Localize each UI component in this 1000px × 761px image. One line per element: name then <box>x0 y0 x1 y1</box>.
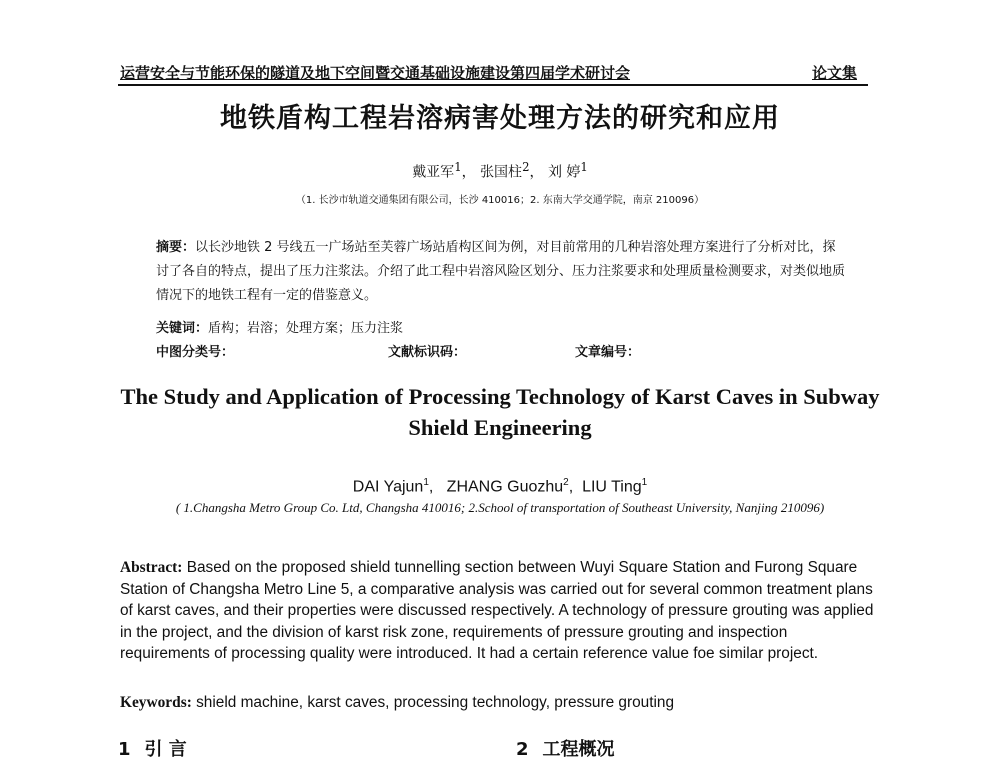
doc-code-label: 文献标识码： <box>388 345 467 360</box>
keywords-text: 盾构；岩溶；处理方案；压力注浆 <box>208 321 404 336</box>
section-title: 工程概况 <box>542 739 615 760</box>
english-authors: DAI Yajun$^1$, ZHANG Guozhu$^2$, LIU Ting$^1$ <box>352 477 648 496</box>
conference-header: 运营安全与节能环保的隧道及地下空间暨交通基础设施建设第四届学术研讨会 <box>120 64 631 82</box>
author-name: 刘 婷 <box>547 164 581 181</box>
author-affil-sup: 1 <box>641 477 648 488</box>
chinese-title: 地铁盾构工程岩溶病害处理方法的研究和应用 <box>220 103 780 134</box>
english-affiliation: ( 1.Changsha Metro Group Co. Ltd, Changsha 410016; 2.School of transportation of Southeast University, Nanjing 210096) <box>175 500 825 515</box>
keywords-label: 关键词： <box>156 321 209 336</box>
abstract-label: 摘要： <box>156 240 196 255</box>
header-rule <box>118 84 868 86</box>
author-affil-sup: 2 <box>563 477 569 488</box>
keywords-label: Keywords: <box>120 694 192 711</box>
keywords-text: shield machine, karst caves, processing technology, pressure grouting <box>196 694 675 711</box>
author-name: ZHANG Guozhu <box>446 478 564 496</box>
abstract-text: Based on the proposed shield tunnelling section between Wuyi Square Station and Furong Square Station of Changsha Metro Line 5, a comparative analysis was carried out for several common treatment plans of karst caves, and their properties were discussed respectively. A technology of pressure grouting was applied in the project, and the division of karst risk zone, requirements of pressure grouting and inspection requirements of processing quality were introduced. It had a certain reference value foe similar project. <box>120 559 874 662</box>
english-abstract <box>120 557 880 665</box>
article-id-label: 文章编号： <box>575 345 641 360</box>
clc-label: 中图分类号： <box>156 345 235 360</box>
section-number: 2 <box>516 739 529 760</box>
author-affil-sup: 1 <box>454 160 462 174</box>
chinese-keywords <box>156 317 403 336</box>
section-title: 引 言 <box>144 739 187 760</box>
english-keywords <box>120 694 674 712</box>
english-title: The Study and Application of Processing Technology of Karst Caves in Subway Shield Engineering <box>120 384 880 440</box>
author-affil-sup: 2 <box>522 160 530 174</box>
section-number: 1 <box>118 739 131 760</box>
author-affil-sup: 1 <box>423 477 429 488</box>
abstract-text: 以长沙地铁 2 号线五一广场站至芙蓉广场站盾构区间为例，对目前常用的几种岩溶处理方案进行了分析对比，探讨了各自的特点，提出了压力注浆法。介绍了此工程中岩溶风险区划分、压力注浆要求和处理质量检测要求，对类似地质情况下的地铁工程有一定的借鉴意义。 <box>156 240 846 303</box>
chinese-affiliation: （1. 长沙市轨道交通集团有限公司，长沙 410016；2. 东南大学交通学院，南京 210096） <box>295 195 705 206</box>
author-name: LIU Ting <box>582 478 642 496</box>
collection-label: 论文集 <box>812 64 858 82</box>
author-name: 张国柱 <box>480 164 523 181</box>
author-name: 戴亚军 <box>412 164 455 181</box>
section-heading-1 <box>118 735 187 761</box>
abstract-label: Abstract: <box>120 559 183 576</box>
chinese-abstract <box>156 236 846 308</box>
chinese-authors: 戴亚军$^1$， 张国柱$^2$， 刘 婷$^1$ <box>412 160 588 181</box>
section-heading-2 <box>516 735 615 761</box>
author-name: DAI Yajun <box>352 478 424 496</box>
author-affil-sup: 1 <box>580 160 588 174</box>
